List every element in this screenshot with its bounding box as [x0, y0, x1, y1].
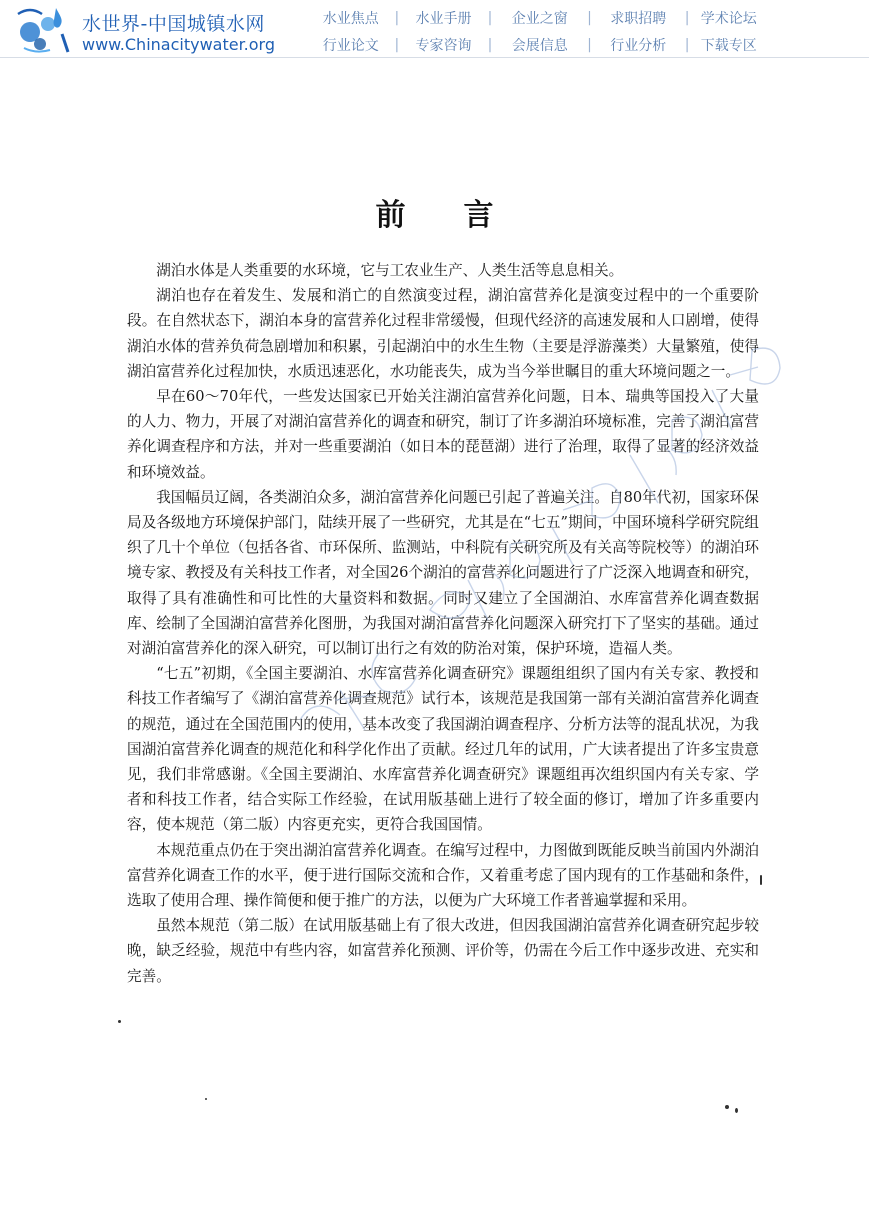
- nav-link-industry-analysis[interactable]: 行业分析: [610, 37, 667, 54]
- nav-link-water-focus[interactable]: 水业焦点: [322, 10, 379, 27]
- nav-link-academic-forum[interactable]: 学术论坛: [700, 10, 757, 27]
- nav-separator: |: [684, 36, 690, 53]
- nav-row-2: [315, 31, 760, 58]
- nav-separator: |: [394, 9, 400, 26]
- nav-separator: |: [587, 36, 592, 53]
- paragraph: “七五”初期，《全国主要湖泊、水库富营养化调查研究》课题组组织了国内有关专家、教授和科技工作者编写了《湖泊富营养化调查规范》试行本，该规范是我国第一部有关湖泊富营养化调查的规范，通过在全国范围内的使用，基本改变了我国湖泊调查程序、分析方法等的混乱状况，为我国湖泊富营养化调查的规范化和科学化作出了贡献。经过几年的试用，广大读者提出了许多宝贵意见，我们非常感谢。《全国主要湖泊、水库富营养化调查研究》课题组再次组织国内有关专家、学者和科技工作者，结合实际工作经验，在试用版基础上进行了较全面的修订，增加了许多重要内容，使本规范（第二版）内容更充实，更符合我国国情。: [127, 665, 759, 834]
- water-drop-logo-icon[interactable]: [10, 2, 74, 56]
- nav-separator: |: [394, 36, 400, 53]
- paragraph: 虽然本规范（第二版）在试用版基础上有了很大改进，但因我国湖泊富营养化调查研究起步较晚，缺乏经验，规范中有些内容，如富营养化预测、评价等，仍需在今后工作中逐步改进、充实和完善。: [127, 917, 759, 985]
- header-divider: [0, 57, 869, 58]
- nav-link-expert-consulting[interactable]: 专家咨询: [415, 37, 472, 54]
- nav-separator: |: [487, 9, 493, 26]
- nav-link-industry-papers[interactable]: 行业论文: [322, 37, 379, 54]
- paragraph: 本规范重点仍在于突出湖泊富营养化调查。在编写过程中，力图做到既能反映当前国内外湖泊富营养化调查工作的水平，便于进行国际交流和合作，又着重考虑了国内现有的工作基础和条件，选取了使用合理、操作简便和便于推广的方法，以便为广大环境工作者普遍掌握和采用。: [127, 841, 759, 910]
- scan-speck: [735, 1108, 738, 1113]
- nav-link-enterprise-window[interactable]: 企业之窗: [511, 10, 568, 27]
- site-name[interactable]: 水世界-中国城镇水网: [82, 13, 265, 35]
- nav-separator: |: [684, 9, 690, 26]
- paragraph: 湖泊水体是人类重要的水环境，它与工农业生产、人类生活等息息相关。: [156, 262, 624, 279]
- nav-row-1: [315, 4, 760, 31]
- nav-separator: |: [487, 36, 493, 53]
- site-header: [0, 0, 869, 58]
- paragraph: 我国幅员辽阔，各类湖泊众多，湖泊富营养化问题已引起了普遍关注。自80年代初，国家环保局及各级地方环境保护部门，陆续开展了一些研究，尤其是在“七五”期间，中国环境科学研究院组织了几十个单位（包括各省、市环保所、监测站，中科院有关研究所及有关高等院校等）的湖泊环境专家、教授及有关科技工作者，对全国26个湖泊的富营养化问题进行了广泛深入地调查和研究，取得了具有准确性和可比性的大量资料和数据。同时又建立了全国湖泊、水库富营养化调查数据库、绘制了全国湖泊富营养化图册，为我国对湖泊富营养化问题深入研究打下了坚实的基础。通过对湖泊富营养化的深入研究，可以制订出行之有效的防治对策，保护环境，造福人类。: [127, 488, 759, 658]
- document-body: [127, 258, 759, 989]
- site-url[interactable]: www.Chinacitywater.org: [82, 35, 276, 54]
- nav-link-jobs[interactable]: 求职招聘: [610, 10, 667, 27]
- scan-speck: [118, 1020, 121, 1023]
- paragraph: 湖泊也存在着发生、发展和消亡的自然演变过程，湖泊富营养化是演变过程中的一个重要阶段。在自然状态下，湖泊本身的富营养化过程非常缓慢，但现代经济的高速发展和人口剧增，使得湖泊水体的营养负荷急剧增加和积累，引起湖泊中的水生生物（主要是浮游藻类）大量繁殖，使得湖泊富营养化过程加快，水质迅速恶化，水功能丧失，成为当今举世瞩目的重大环境问题之一。: [127, 287, 759, 380]
- scan-speck: [760, 875, 762, 885]
- nav-separator: |: [587, 9, 592, 26]
- paragraph: 早在60～70年代，一些发达国家已开始关注湖泊富营养化问题，日本、瑞典等国投入了大量的人力、物力，开展了对湖泊富营养化的调查和研究，制订了许多湖泊环境标准，完善了湖泊富营养化调查程序和方法，并对一些重要湖泊（如日本的琵琶湖）进行了治理，取得了显著的经济效益和环境效益。: [127, 388, 759, 481]
- top-nav: [315, 4, 760, 58]
- nav-link-exhibitions[interactable]: 会展信息: [511, 37, 568, 54]
- nav-link-downloads[interactable]: 下载专区: [700, 37, 757, 54]
- nav-link-water-handbook[interactable]: 水业手册: [415, 10, 472, 27]
- scan-speck: [725, 1105, 729, 1109]
- page-title: 前言: [375, 198, 552, 233]
- scan-speck: [205, 1098, 207, 1100]
